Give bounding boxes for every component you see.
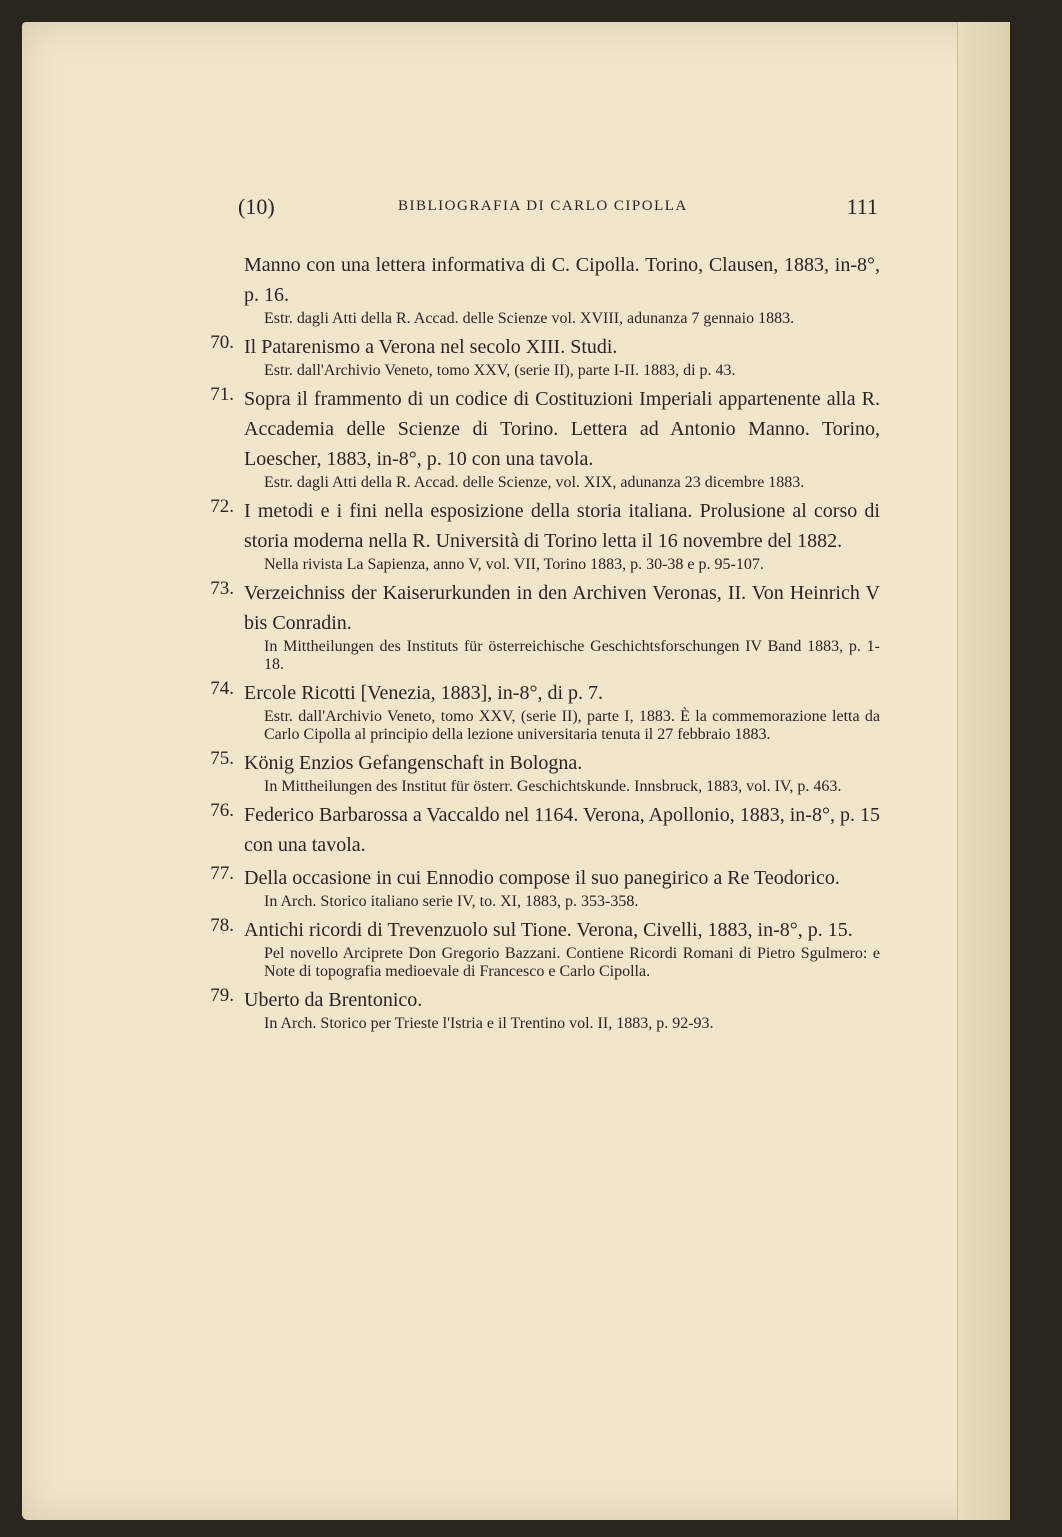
entry-title: Antichi ricordi di Trevenzuolo sul Tione. Verona, Civelli, 1883, in-8°, p. 15. [244,919,853,941]
entry-note: Estr. dagli Atti della R. Accad. delle Scienze vol. XVIII, adunanza 7 gennaio 1883. [264,310,795,327]
entry-note: Nella rivista La Sapienza, anno V, vol. VII, Torino 1883, p. 30-38 e p. 95-107. [264,556,764,573]
bibliography-entry [210,678,880,744]
entry-title: I metodi e i fini nella esposizione della storia italiana. Prolusione al corso di storia moderna nella R. Università di Torino letta il 16 novembre del 1882. [244,500,880,552]
bibliography-entry [210,985,880,1033]
entry-title: Verzeichniss der Kaiserurkunden in den Archiven Veronas, II. Von Heinrich V bis Conradin. [244,582,880,634]
entry-note: In Arch. Storico per Trieste l'Istria e il Trentino vol. II, 1883, p. 92-93. [264,1015,714,1032]
entry-number: 70. [210,332,234,353]
entry-number: 77. [210,863,234,884]
entry-title: Federico Barbarossa a Vaccaldo nel 1164. Verona, Apollonio, 1883, in-8°, p. 15 con una tavola. [244,804,880,856]
entry-title: Ercole Ricotti [Venezia, 1883], in-8°, di p. 7. [244,682,604,704]
entry-number: 75. [210,748,234,769]
bibliography-entry [210,578,880,674]
entry-number: 72. [210,496,234,517]
entry-note: Estr. dall'Archivio Veneto, tomo XXV, (serie II), parte I-II. 1883, di p. 43. [264,362,736,379]
bibliography-content [210,250,880,1037]
entry-title: Uberto da Brentonico. [244,989,423,1011]
bibliography-entry [210,863,880,911]
running-header [218,194,878,228]
entry-title: Sopra il frammento di un codice di Costituzioni Imperiali appartenente alla R. Accademia delle Scienze di Torino. Lettera ad Antonio Manno. Torino, Loescher, 1883, in-8°, p. 10 con una tavola. [244,388,880,470]
entry-note: Estr. dagli Atti della R. Accad. delle Scienze, vol. XIX, adunanza 23 dicembre 1883. [264,474,805,491]
bibliography-entry [210,915,880,981]
entry-title: Manno con una lettera informativa di C. Cipolla. Torino, Clausen, 1883, in-8°, p. 16. [244,254,880,306]
entry-number: 71. [210,384,234,405]
continuation-entry [240,250,880,328]
bibliography-entry [210,748,880,796]
bibliography-entry [210,384,880,492]
bibliography-entry [210,800,880,860]
bibliography-entry [210,332,880,380]
entry-number: 79. [210,985,234,1006]
page-number: 111 [846,194,878,219]
header-title: BIBLIOGRAFIA DI CARLO CIPOLLA [398,198,688,214]
entry-note: In Arch. Storico italiano serie IV, to. XI, 1883, p. 353-358. [264,893,639,910]
entry-number: 74. [210,678,234,699]
entry-note: In Mittheilungen des Instituts für österreichische Geschichtsforschungen IV Band 1883, p. 1-18. [264,638,880,673]
bibliography-entry [210,496,880,574]
entry-number: 78. [210,915,234,936]
entry-note: Pel novello Arciprete Don Gregorio Bazzani. Contiene Ricordi Romani di Pietro Sgulmero: e Note di topografia medioevale di Francesco e Carlo Cipolla. [264,945,880,980]
entry-note: Estr. dall'Archivio Veneto, tomo XXV, (serie II), parte I, 1883. È la commemorazione letta da Carlo Cipolla al principio della lezione universitaria tenuta il 27 febbraio 1883. [264,708,880,743]
page-edge [957,22,1010,1520]
entry-number: 73. [210,578,234,599]
entry-title: Il Patarenismo a Verona nel secolo XIII. Studi. [244,336,618,358]
header-section-number: (10) [238,194,275,219]
entry-number: 76. [210,800,234,821]
entry-title: Della occasione in cui Ennodio compose il suo panegirico a Re Teodorico. [244,867,840,889]
entry-title: König Enzios Gefangenschaft in Bologna. [244,752,583,774]
entry-note: In Mittheilungen des Institut für österr. Geschichtskunde. Innsbruck, 1883, vol. IV, p. 463. [264,778,842,795]
